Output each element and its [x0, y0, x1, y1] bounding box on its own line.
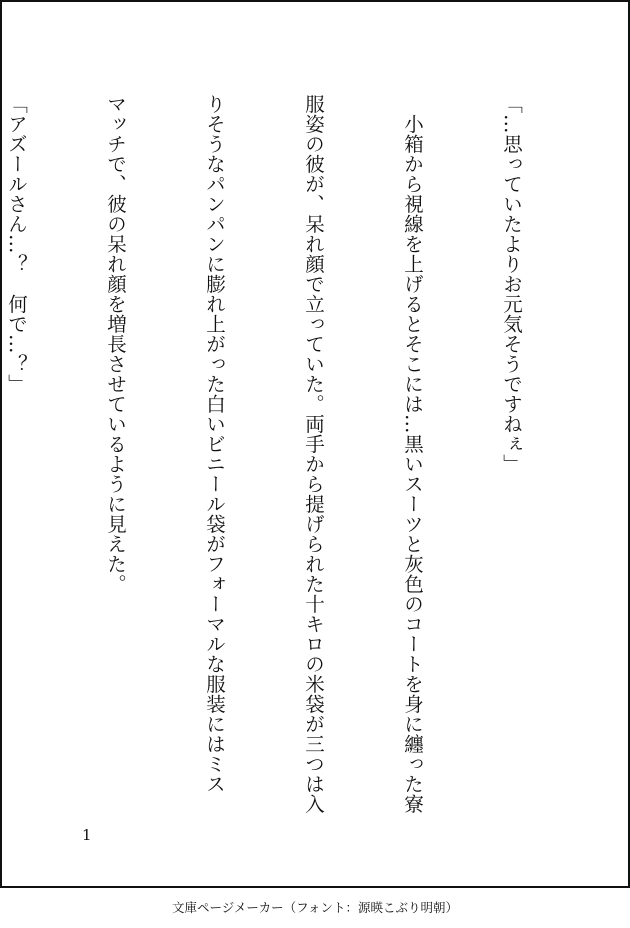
text-line: りそうなパンパンに膨れ上がった白いビニール袋がフォーマルな服装にはミス: [203, 94, 226, 794]
footer-credit: 文庫ページメーカー（フォント：源暎こぶり明朝）: [171, 900, 458, 915]
page-number: 1: [82, 826, 92, 844]
text-line: 「アズールさん…？ 何で…？」: [5, 94, 28, 394]
vertical-text-body: [0, 94, 594, 854]
text-line: 服姿の彼が、呆れ顔で立っていた。両手から提げられた十キロの米袋が三つは入: [302, 94, 325, 814]
text-line: 小箱から視線を上げるとそこには…黒いスーツと灰色のコートを身に纏った寮: [401, 94, 424, 814]
text-line: マッチで、彼の呆れ顔を増長させているように見えた。: [104, 94, 127, 594]
text-line: 「…思っていたよりお元気そうですねぇ」: [500, 94, 523, 474]
